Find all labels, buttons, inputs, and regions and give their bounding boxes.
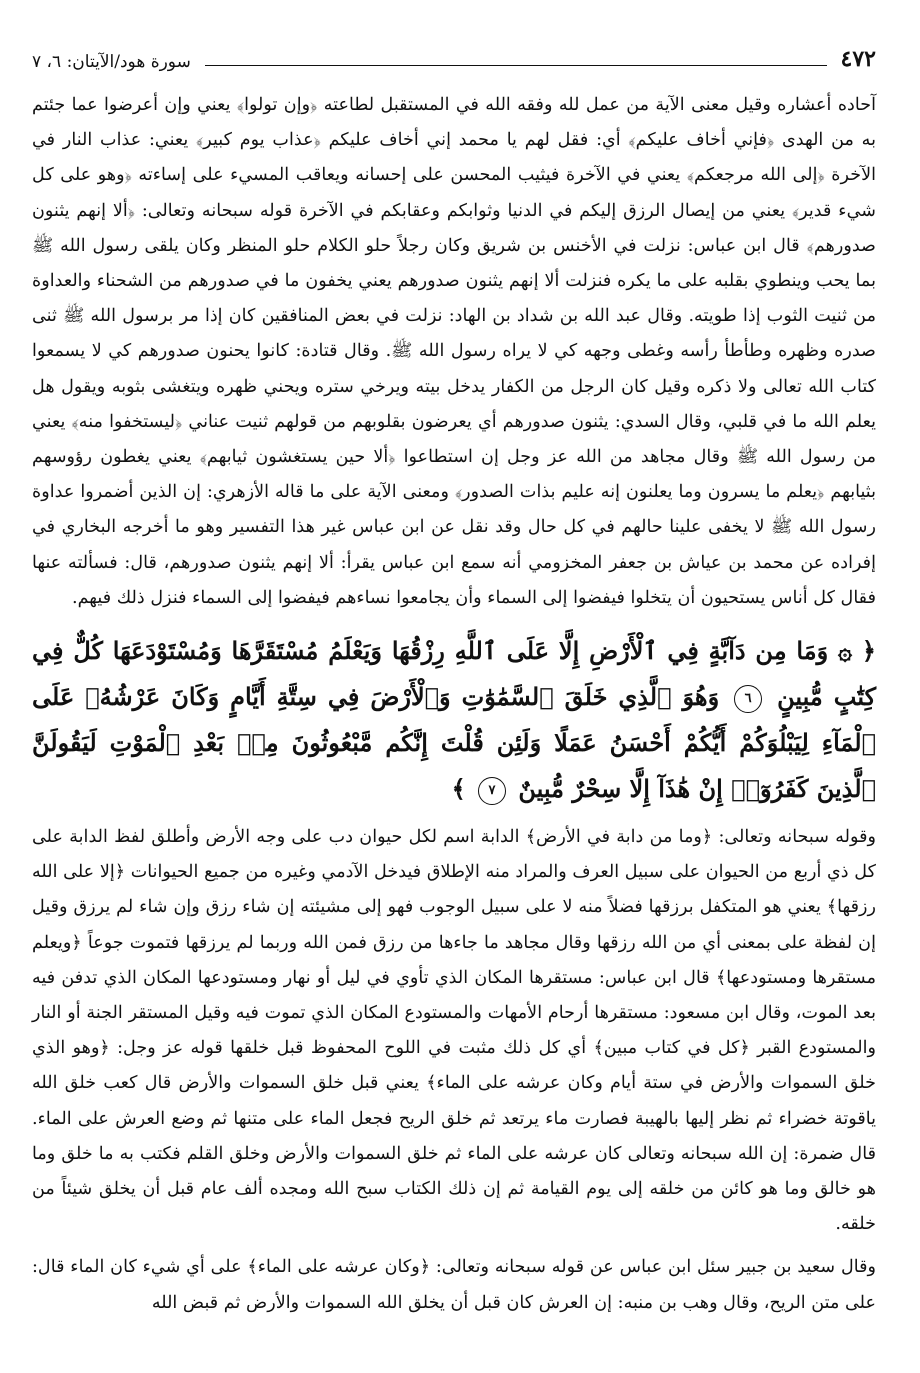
page-header (32, 38, 876, 72)
commentary-paragraph-3: وقال سعيد بن جبير سئل ابن عباس عن قوله سبحانه وتعالى: ﴿وكان عرشه على الماء﴾ على أي شيء كان الماء قال: على متن الريح، وقال وهب بن منبه: إن العرش كان قبل أن يخلق الله السموات والأرض ثم قبض الله (32, 1257, 876, 1313)
verse-7-text: وَهُوَ ٱلَّذِي خَلَقَ ٱلسَّمَٰوَٰتِ وَٱلْأَرْضَ فِي سِتَّةِ أَيَّامٍ وَكَانَ عَرْشُهُۥ عَلَى ٱلْمَآءِ لِيَبْلُوَكُمْ أَيُّكُمْ أَحْسَنُ عَمَلًا وَلَئِن قُلْتَ إِنَّكُم مَّبْعُوثُونَ مِنۢ بَعْدِ ٱلْمَوْتِ لَيَقُولَنَّ ٱلَّذِينَ كَفَرُوٓا۟ إِنْ هَٰذَآ إِلَّا سِحْرٌ مُّبِينٌ (32, 682, 876, 804)
commentary-paragraph-2: وقوله سبحانه وتعالى: ﴿وما من دابة في الأرض﴾ الدابة اسم لكل حيوان دب على وجه الأرض وأطلق لفظ الدابة على كل ذي أربع من الحيوان على سبيل العرف والمراد منه الإطلاق فيدخل الآدمي وغيره من جميع الحيوانات ﴿إلا على الله رزقها﴾ يعني هو المتكفل برزقها فضلاً منه لا على سبيل الوجوب فهو إلى مشيئته إن شاء رزق وإن شاء لم يرزق وقيل إن لفظة على بمعنى أي من الله رزقها وقال مجاهد ما جاءها من رزق فمن الله وربما لم يرزقها فتموت جوعاً ﴿ويعلم مستقرها ومستودعها﴾ قال ابن عباس: مستقرها المكان الذي تأوي في ليل أو نهار ومستودعها المكان الذي تدفن فيه بعد الموت، وقال ابن مسعود: مستقرها أرحام الأمهات والمستودع المكان الذي تموت فيه وقيل المستقر الجنة أو النار والمستودع القبر ﴿كل في كتاب مبين﴾ أي كل ذلك مثبت في اللوح المحفوظ قبل خلقها قوله عز وجل: ﴿وهو الذي خلق السموات والأرض في ستة أيام وكان عرشه على الماء﴾ يعني قبل خلق السموات والأرض قال كعب خلق الله ياقوتة خضراء ثم نظر إليها بالهيبة فصارت ماء يرتعد ثم خلق الريح فجعل الماء على متنها ثم وضع العرش على الماء. قال ضمرة: إن الله سبحانه وتعالى كان عرشه على الماء ثم خلق السموات والأرض وخلق القلم فكتب به ما خلق وما هو خالق وما هو كائن من خلقه إلى يوم القيامة ثم إن ذلك الكتاب سبح الله ومجده ألف عام قبل أن يخلق شيئاً من خلقه. (32, 827, 876, 1235)
header-rule (205, 51, 827, 66)
verse-close-bracket: ﴾ (451, 774, 466, 804)
commentary-paragraph-1: آحاده أعشاره وقيل معنى الآية من عمل لله وفقه الله في المستقبل لطاعته ﴿وإن تولوا﴾ يعني وإن أعرضوا عما جئتم به من الهدى ﴿فإني أخاف عليكم﴾ أي: فقل لهم يا محمد إني أخاف عليكم ﴿عذاب يوم كبير﴾ يعني: عذاب النار في الآخرة ﴿إلى الله مرجعكم﴾ يعني في الآخرة فيثيب المحسن على إحسانه ويعاقب المسيء على إساءته ﴿وهو على كل شيء قدير﴾ يعني من إيصال الرزق إليكم في الدنيا وثوابكم وعقابكم في الآخرة قوله سبحانه وتعالى: ﴿ألا إنهم يثنون صدورهم﴾ قال ابن عباس: نزلت في الأخنس بن شريق وكان رجلاً حلو الكلام حلو المنظر وكان يلقى رسول الله ﷺ بما يحب وينطوي بقلبه على ما يكره فنزلت ألا إنهم يثنون صدورهم يعني يخفون ما في صدورهم من الشحناء والعداوة من ثنيت الثوب إذا طويته. وقال عبد الله بن شداد بن الهاد: نزلت في بعض المنافقين كان إذا مر برسول الله ﷺ ثنى صدره وظهره وطأطأ رأسه وغطى وجهه كي لا يراه رسول الله ﷺ. وقال قتادة: كانوا يحنون صدورهم كي لا يسمعوا كتاب الله تعالى ولا ذكره وقيل كان الرجل من الكفار يدخل بيته ويرخي ستره ويحني ظهره ويتغشى بثوبه ويقول هل يعلم الله ما في قلبي، وقال السدي: يثنون صدورهم أي يعرضون بقلوبهم من قولهم ثنيت عناني ﴿ليستخفوا منه﴾ يعني من رسول الله ﷺ وقال مجاهد من الله عز وجل إن استطاعوا ﴿ألا حين يستغشون ثيابهم﴾ يعني يغطون رؤوسهم بثيابهم ﴿يعلم ما يسرون وما يعلنون إنه عليم بذات الصدور﴾ ومعنى الآية على ما قاله الأزهري: إن الذين أضمروا عداوة رسول الله ﷺ لا يخفى علينا حالهم في كل حال وقد نقل عن ابن عباس غير هذا التفسير وهو ما أخرجه البخاري في إفراده عن محمد بن عياش بن جعفر المخزومي أنه سمع ابن عباس يقرأ: ألا إنهم يثنون صدورهم، قال: فسألته عنها فقال كل أناس يستحيون أن يتخلوا فيفضوا إلى السماء وأن يجامعوا نساءهم فيفضوا إلى السماء فنزل ذلك فيهم. (32, 95, 876, 608)
ayah-number-6-marker: ٦ (734, 685, 762, 713)
verse-6-text: ﴿ ۞ وَمَا مِن دَآبَّةٍ فِي ٱلْأَرْضِ إِلَّا عَلَى ٱللَّهِ رِزْقُهَا وَيَعْلَمُ مُسْتَقَرَّهَا وَمُسْتَوْدَعَهَا كُلٌّ فِي كِتَٰبٍ مُّبِينٍ (32, 636, 876, 712)
surah-reference: سورة هود/الآيتان: ٦، ٧ (32, 52, 191, 72)
page-number: ٤٧٢ (840, 46, 876, 72)
ayah-number-7-marker: ٧ (478, 777, 506, 805)
quran-verses-block (32, 628, 876, 812)
